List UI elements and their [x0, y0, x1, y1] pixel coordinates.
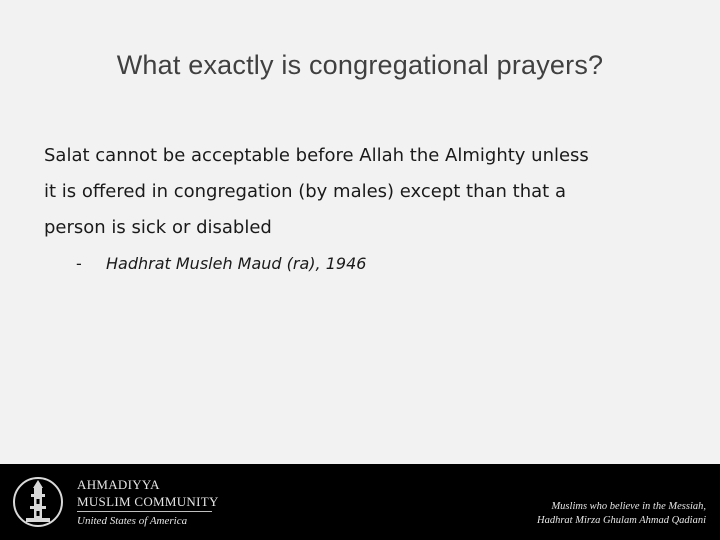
tagline — [537, 500, 706, 528]
quote-line: it is offered in congregation (by males) except than that a — [44, 181, 566, 202]
citation — [76, 254, 366, 273]
quote-line: person is sick or disabled — [44, 217, 272, 238]
organization-country: United States of America — [77, 515, 188, 527]
tagline-line: Hadhrat Mirza Ghulam Ahmad Qadiani — [537, 515, 706, 526]
citation-dash: - — [76, 254, 82, 273]
slide-title: What exactly is congregational prayers? — [116, 50, 604, 80]
citation-source: Hadhrat Musleh Maud (ra), 1946 — [106, 254, 367, 273]
quote-text — [44, 138, 684, 246]
divider — [77, 511, 212, 512]
tagline-line: Muslims who believe in the Messiah, — [551, 501, 706, 512]
organization-name — [77, 476, 219, 510]
org-name-line: AHMADIYYA — [77, 477, 160, 492]
quote-line: Salat cannot be acceptable before Allah the Almighty unless — [44, 145, 589, 166]
mosque-minaret-icon — [12, 472, 64, 532]
org-name-line: MUSLIM COMMUNITY — [77, 494, 219, 509]
footer-banner — [0, 464, 720, 540]
